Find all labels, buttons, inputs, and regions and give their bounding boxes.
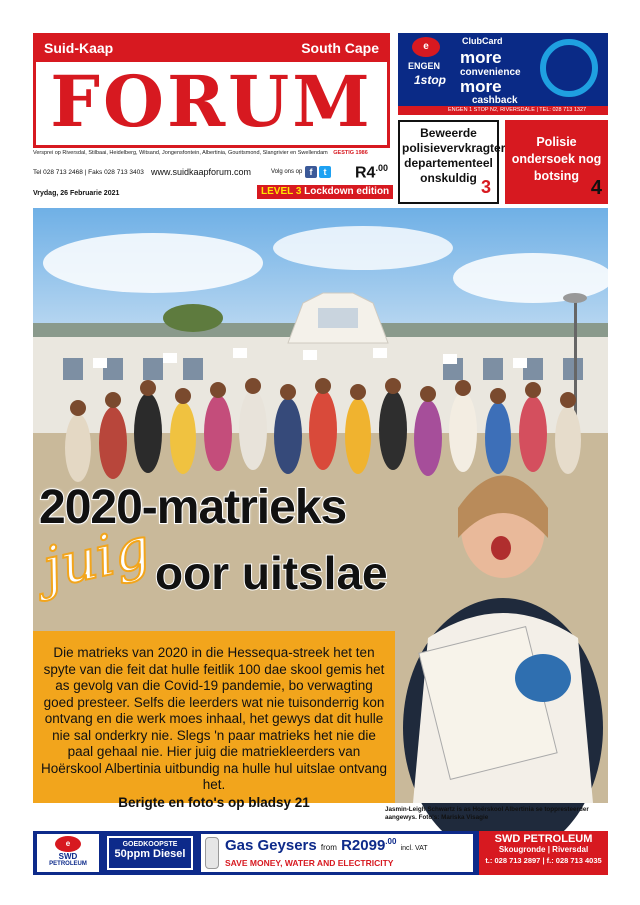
engen-clubcard: ClubCard <box>462 36 503 46</box>
story-reference[interactable]: Berigte en foto's op bladsy 21 <box>118 794 310 810</box>
headline-juig: juig <box>37 515 156 602</box>
lead-story-body: Die matrieks van 2020 in die Hessequa-streek het ten spyte van die feit dat hulle feitlik 100 dae skool gemis het as gevolg van die Covid-19 pandemie, bo verwagting goed presteer. Selfs die leerders wat nie tuisonderrig kon ontvang en die werk moes inhaal, het gewys dat dit hulle nie sal onderkry nie. Slegs 'n paar matrieks het nie die paal gehaal nie. Hier juig die matriekleerders van Hoërskool Albertinia uitbundig na hulle hul uitslae ontvang het. <box>41 645 387 792</box>
masthead-band <box>36 36 387 62</box>
swd-petroleum-advert[interactable] <box>33 831 608 875</box>
gas-save-tagline: SAVE MONEY, WATER AND ELECTRICITY <box>225 858 394 868</box>
region-af: Suid-Kaap <box>44 40 114 56</box>
newspaper-title: FORUM <box>50 60 373 143</box>
caption-text: Jasmin-Leigh Schwartz is as Hoërskool Albertinia se toppresteerder aangewys. <box>385 806 589 821</box>
diesel-offer <box>107 836 193 870</box>
lockdown-text: Lockdown edition <box>304 186 390 197</box>
swd-petroleum-name: SWD PETROLEUM <box>494 833 593 845</box>
swd-label: SWD <box>58 852 78 861</box>
engen-footer: ENGEN 1 STOP N2, RIVERSDALE | TEL: 028 713 1327 <box>398 106 608 115</box>
region-en: South Cape <box>301 40 379 56</box>
swd-contact-block <box>479 831 608 875</box>
engen-more-1: more <box>460 48 502 67</box>
swd-location: Skougronde | Riversdal <box>498 845 589 854</box>
lockdown-level: LEVEL 3 <box>261 186 302 197</box>
issue-date: Vrydag, 26 Februarie 2021 <box>33 190 120 197</box>
engen-logo-icon: e <box>412 37 440 57</box>
diesel-cheapest: GOEDKOOPSTE <box>122 841 178 848</box>
website-link[interactable]: www.suidkaapforum.com <box>151 167 252 177</box>
price-cents: .00 <box>375 163 388 173</box>
teaser-2-page: 4 <box>590 177 602 199</box>
fuel-ring-icon <box>540 39 598 97</box>
gas-amount-cents: .00 <box>385 837 397 846</box>
follow-label: Volg ons op <box>271 169 303 175</box>
swd-logo-icon: e <box>55 836 81 852</box>
teaser-police-collision[interactable] <box>505 120 608 204</box>
diesel-product: 50ppm Diesel <box>114 848 186 860</box>
facebook-icon[interactable]: f <box>305 166 317 178</box>
photo-caption <box>385 806 605 822</box>
gas-geyser-offer <box>225 837 428 854</box>
teaser-police-innocent[interactable] <box>398 120 506 204</box>
contact-row <box>33 163 390 185</box>
engen-brand: ENGEN <box>408 61 441 71</box>
distribution-line <box>33 150 390 156</box>
petroleum-label: PETROLEUM <box>49 861 87 867</box>
price-rand: R4 <box>355 164 376 182</box>
distribution-text: Versprei op Riversdal, Stilbaai, Heidelberg, Witsand, Jongensfontein, Albertinia, Gouritsmond, Slangrivier en Swellendam <box>33 150 328 156</box>
gas-title: Gas Geysers <box>225 837 317 854</box>
engen-convenience: convenience <box>460 67 521 78</box>
gas-from: from <box>320 843 337 852</box>
twitter-icon[interactable]: t <box>319 166 331 178</box>
gas-geyser-icon <box>205 837 219 869</box>
swd-logo-block <box>37 834 99 872</box>
engen-more-2: more <box>460 77 502 96</box>
lead-story-box <box>33 631 395 810</box>
phone-fax: Tel 028 713 2468 | Faks 028 713 3403 <box>33 169 144 176</box>
teaser-2-text: Polisie ondersoek nog botsing <box>511 135 602 183</box>
teaser-1-page: 3 <box>480 177 491 197</box>
lead-photo <box>33 208 608 821</box>
swd-contacts: t.: 028 713 2897 | f.: 028 713 4035 <box>485 856 602 865</box>
masthead <box>33 33 390 148</box>
gas-amount: R2099 <box>341 837 386 854</box>
gas-vat: incl. VAT <box>400 845 428 852</box>
engen-advert[interactable] <box>398 33 608 115</box>
engen-cashback: cashback <box>472 95 518 106</box>
teaser-1-text: Beweerde polisievervkragter departementeel onskuldig <box>402 126 506 185</box>
engen-onestop: 1stop <box>414 73 447 87</box>
caption-credit: Foto's: Mariska Visagie <box>418 814 489 821</box>
price <box>355 163 388 182</box>
headline-line-1: 2020-matrieks <box>39 481 347 534</box>
lockdown-badge <box>257 185 393 199</box>
established-label: GESTIG 1986 <box>333 150 368 156</box>
headline-line-2: oor uitslae <box>155 547 388 599</box>
